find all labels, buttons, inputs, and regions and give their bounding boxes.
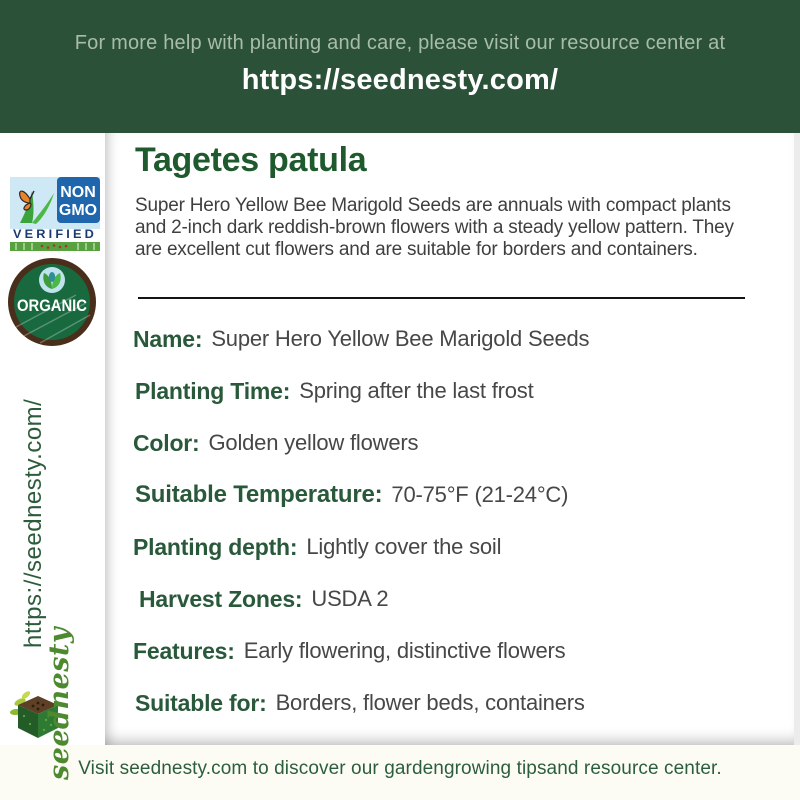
detail-row-color — [133, 417, 773, 469]
banner-url: https://seednesty.com/ — [241, 64, 559, 96]
detail-value: Spring after the last frost — [299, 378, 534, 403]
banner-message: For more help with planting and care, please visit our resource center at — [74, 32, 726, 54]
footer-message: Visit seednesty.com to discover our gardengrowing tipsand resource center. — [78, 758, 722, 779]
details-list — [133, 313, 773, 729]
detail-value: Super Hero Yellow Bee Marigold Seeds — [211, 326, 590, 351]
description-line: are excellent cut flowers and are suitable for borders and containers. — [135, 239, 698, 260]
right-edge-shadow — [794, 133, 800, 745]
detail-value: Lightly cover the soil — [306, 534, 502, 559]
detail-label: Harvest Zones: — [139, 585, 303, 612]
seednesty-brand-name: seednesty — [44, 626, 75, 780]
detail-value: 70-75°F (21-24°C) — [391, 482, 569, 507]
section-divider — [138, 297, 745, 299]
organic-badge-icon — [6, 255, 98, 349]
description-line: Super Hero Yellow Bee Marigold Seeds are annuals with compact plants — [135, 195, 731, 216]
product-description — [135, 195, 734, 261]
page-title: Tagetes patula — [135, 141, 367, 179]
detail-value: Golden yellow flowers — [208, 430, 419, 455]
organic-badge-text: ORGANIC — [17, 296, 87, 315]
detail-label: Planting depth: — [133, 533, 298, 560]
detail-label: Name: — [133, 325, 203, 352]
footer-bar — [0, 745, 800, 800]
non-gmo-verified-text: VERIFIED — [13, 227, 97, 241]
detail-value: USDA 2 — [311, 586, 389, 611]
detail-row-features — [133, 625, 773, 677]
main-content — [105, 133, 794, 745]
detail-label: Features: — [133, 637, 235, 664]
description-line: and 2-inch dark reddish-brown flowers with a steady yellow pattern. They — [135, 217, 734, 238]
detail-row-harvest-zones — [133, 573, 773, 625]
detail-label: Color: — [133, 429, 200, 456]
detail-label: Suitable for: — [135, 689, 267, 716]
non-gmo-word1: NON — [60, 184, 96, 201]
detail-row-name — [133, 313, 773, 365]
detail-row-suitable-for — [133, 677, 773, 729]
detail-row-planting-time — [133, 365, 773, 417]
detail-row-suitable-temperature — [133, 469, 773, 521]
non-gmo-verified-badge-icon — [10, 177, 100, 251]
non-gmo-word2: GMO — [58, 202, 98, 219]
top-banner — [0, 0, 800, 133]
detail-label: Suitable Temperature: — [135, 481, 383, 508]
detail-value: Early flowering, distinctive flowers — [243, 638, 566, 663]
detail-row-planting-depth — [133, 521, 773, 573]
detail-value: Borders, flower beds, containers — [275, 690, 585, 715]
detail-label: Planting Time: — [135, 377, 291, 404]
sidebar-vertical-url: https://seednesty.com/ — [20, 398, 47, 648]
